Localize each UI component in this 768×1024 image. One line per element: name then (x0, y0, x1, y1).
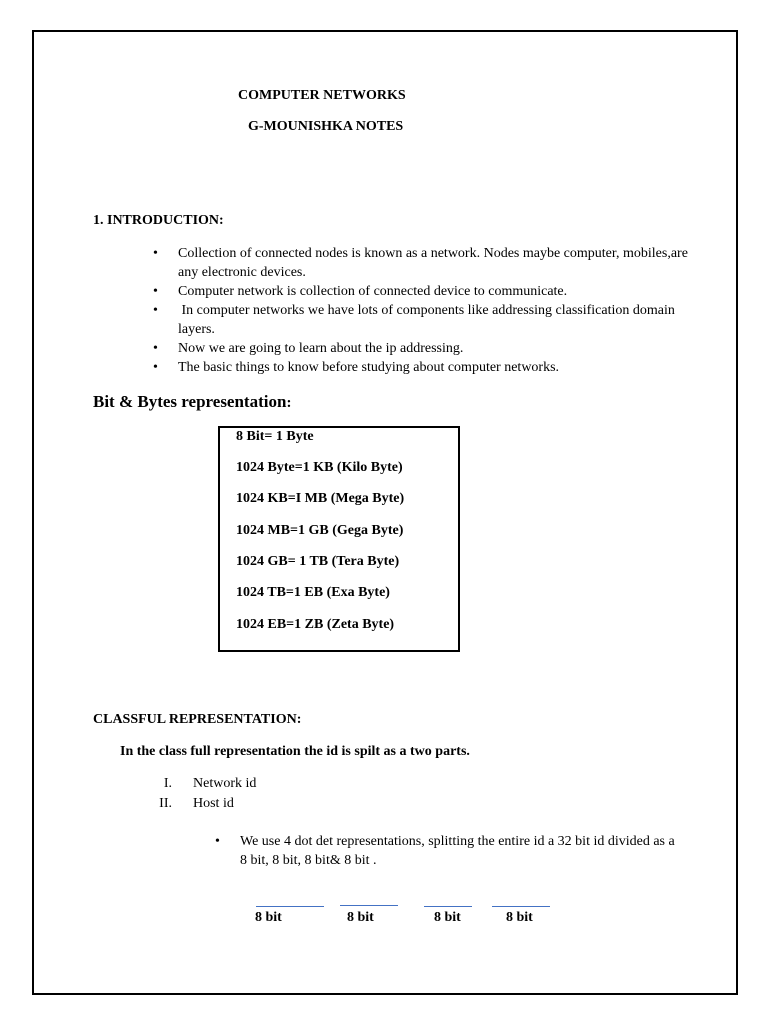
bits-row: 1024 Byte=1 KB (Kilo Byte) (236, 460, 403, 475)
bits-bytes-box (218, 426, 460, 652)
document-subtitle: G-MOUNISHKA NOTES (248, 119, 404, 134)
bits-bytes-heading-text: Bit & Bytes representation (93, 392, 287, 411)
octet-label: 8 bit (347, 910, 374, 925)
list-item (212, 832, 682, 870)
list-item-text: Host id (193, 796, 234, 811)
classful-note-list (212, 832, 682, 870)
octet-label: 8 bit (255, 910, 282, 925)
list-item-text: In computer networks we have lots of components like addressing classification domain layers. (178, 303, 679, 337)
bits-row: 1024 TB=1 EB (Exa Byte) (236, 585, 390, 600)
list-item-number: I. (163, 776, 172, 791)
classful-parts-list (150, 774, 256, 814)
bits-row: 8 Bit= 1 Byte (236, 429, 314, 444)
document-title: COMPUTER NETWORKS (238, 88, 406, 103)
octet-label: 8 bit (434, 910, 461, 925)
octet-underline (492, 906, 550, 907)
classful-heading: CLASSFUL REPRESENTATION: (93, 712, 302, 727)
list-item (150, 244, 690, 282)
list-item-text: Computer network is collection of connected device to communicate. (178, 284, 568, 299)
list-item (150, 774, 256, 794)
bits-row: 1024 EB=1 ZB (Zeta Byte) (236, 617, 395, 632)
octet-underline (256, 906, 324, 907)
bits-bytes-heading-colon: : (286, 395, 292, 411)
list-item (150, 794, 256, 814)
bullet-icon: • (153, 360, 158, 375)
list-item-text: Now we are going to learn about the ip addressing. (178, 341, 464, 356)
bits-row: 1024 GB= 1 TB (Tera Byte) (236, 554, 400, 569)
bits-row: 1024 KB=I MB (Mega Byte) (236, 491, 405, 506)
list-item-text: Collection of connected nodes is known as a network. Nodes maybe computer, mobiles,are any electronic devices. (178, 246, 688, 280)
octet-underline (340, 905, 398, 906)
bits-bytes-heading (93, 392, 291, 412)
list-item (150, 339, 690, 358)
list-item-number: II. (159, 796, 172, 811)
bullet-icon: • (153, 303, 158, 318)
bullet-icon: • (153, 246, 158, 261)
classful-intro: In the class full representation the id is spilt as a two parts. (120, 744, 470, 759)
list-item-text: We use 4 dot det representations, splitting the entire id a 32 bit id divided as a 8 bit, 8 bit, 8 bit& 8 bit . (240, 834, 675, 868)
octet-label: 8 bit (506, 910, 533, 925)
list-item (150, 301, 690, 339)
introduction-heading: 1. INTRODUCTION: (93, 213, 224, 228)
bullet-icon: • (153, 284, 158, 299)
list-item-text: Network id (193, 776, 257, 791)
list-item (150, 358, 690, 377)
octet-underline (424, 906, 472, 907)
bullet-icon: • (153, 341, 158, 356)
bits-row: 1024 MB=1 GB (Gega Byte) (236, 523, 404, 538)
introduction-bullet-list (150, 244, 690, 377)
list-item (150, 282, 690, 301)
bullet-icon: • (215, 834, 220, 849)
list-item-text: The basic things to know before studying about computer networks. (178, 360, 560, 375)
